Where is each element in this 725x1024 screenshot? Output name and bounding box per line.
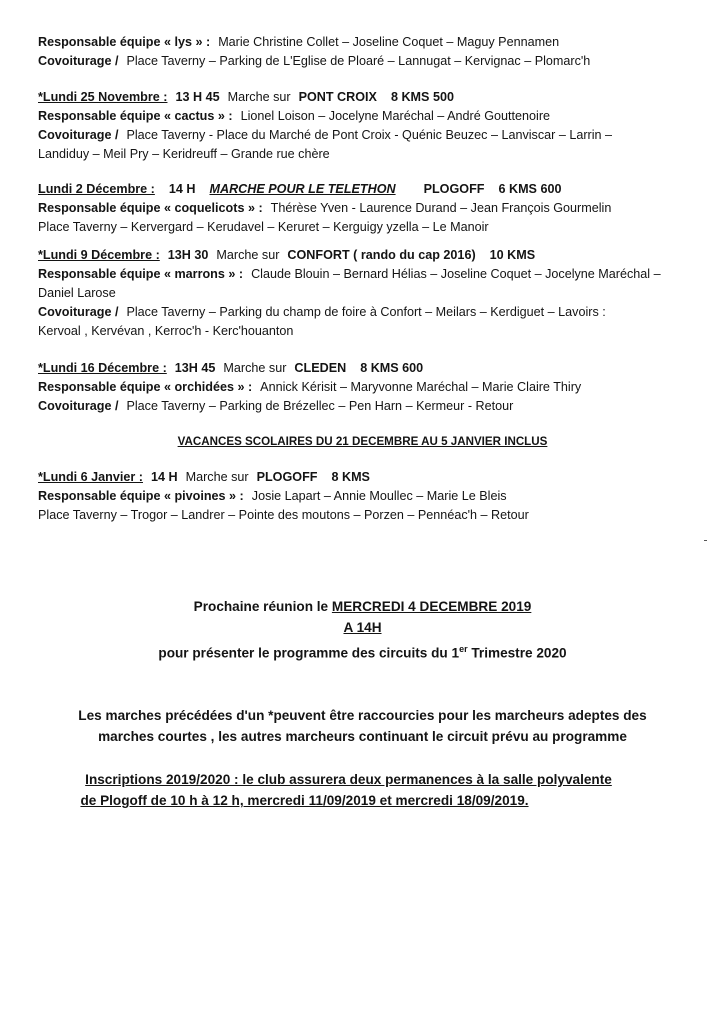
walk-time: 13H 30	[167, 248, 209, 262]
team-names: Daniel Larose	[38, 286, 116, 300]
meeting-date: MERCREDI 4 DECEMBRE 2019	[331, 599, 532, 614]
walk-marche: Marche sur	[185, 470, 249, 484]
team-label: Responsable équipe « orchidées » :	[38, 380, 253, 394]
team-label: Responsable équipe « cactus » :	[38, 109, 233, 123]
walk-date: Lundi 2 Décembre :	[38, 182, 155, 196]
walk-date: *Lundi 16 Décembre :	[38, 361, 167, 375]
covoit-route: Kervoal , Kervévan , Kerroc'h - Kerc'houanton	[38, 324, 294, 338]
scan-mark	[704, 540, 707, 541]
walk-header	[38, 468, 698, 487]
covoit-route: Place Taverny – Parking de Brézellec – Pen Harn – Kermeur - Retour	[126, 399, 514, 413]
walk-team-line	[38, 265, 698, 284]
meeting-purpose-sup: er	[459, 644, 468, 654]
walk-header	[38, 88, 698, 107]
inscriptions-line-1: Inscriptions 2019/2020 : le club assurera deux permanences à la salle polyvalente	[85, 772, 612, 787]
walk-route: Place Taverny – Trogor – Landrer – Pointe des moutons – Porzen – Pennéac'h – Retour	[38, 508, 529, 522]
team-names: Claude Blouin – Bernard Hélias – Joseline Coquet – Jocelyne Maréchal –	[251, 267, 661, 281]
walk-covoit-line	[38, 397, 698, 416]
walk-covoit-line	[38, 126, 698, 145]
team-names: Thérèse Yven - Laurence Durand – Jean François Gourmelin	[270, 201, 612, 215]
walk-distance: 10 KMS	[489, 248, 536, 262]
walk-marche: Marche sur	[223, 361, 287, 375]
walk-dec2	[38, 180, 698, 237]
walk-distance: 8 KMS 500	[390, 90, 454, 104]
walk-event: MARCHE POUR LE TELETHON	[209, 182, 396, 196]
covoit-route: Place Taverny – Parking du champ de foire à Confort – Meilars – Kerdiguet – Lavoirs :	[126, 305, 606, 319]
meeting-purpose-line	[0, 639, 725, 664]
walk-time: 13H 45	[174, 361, 216, 375]
walk-distance: 8 KMS 600	[360, 361, 424, 375]
meeting-line-1	[0, 596, 725, 617]
walk-marche: Marche sur	[227, 90, 291, 104]
covoit-route: Place Taverny – Parking de L'Eglise de Ploaré – Lannugat – Kervignac – Plomarc'h	[126, 54, 591, 68]
lys-team-line	[38, 33, 698, 52]
team-names: Annick Kérisit – Maryvonne Maréchal – Marie Claire Thiry	[260, 380, 582, 394]
walk-nov25	[38, 88, 698, 164]
walk-dec16	[38, 359, 698, 416]
walk-covoit-line-2	[38, 145, 698, 164]
walk-route-line	[38, 218, 698, 237]
covoit-route: Place Taverny - Place du Marché de Pont Croix - Quénic Beuzec – Lanviscar – Larrin –	[126, 128, 613, 142]
lys-covoit-line	[38, 52, 698, 71]
walk-dec9	[38, 246, 698, 341]
walk-time: 13 H 45	[175, 90, 220, 104]
covoit-route: Landiduy – Meil Pry – Keridreuff – Grande rue chère	[38, 147, 330, 161]
walk-distance: 6 KMS 600	[498, 182, 562, 196]
team-names: Josie Lapart – Annie Moullec – Marie Le Bleis	[251, 489, 507, 503]
inscriptions-line-2: de Plogoff de 10 h à 12 h, mercredi 11/09/2019 et mercredi 18/09/2019.	[80, 793, 529, 808]
team-label: Responsable équipe « marrons » :	[38, 267, 244, 281]
walk-team-line	[38, 378, 698, 397]
walk-route-line	[38, 506, 698, 525]
walk-time: 14 H	[150, 470, 178, 484]
meeting-purpose: pour présenter le programme des circuits du 1	[158, 645, 460, 661]
walk-place: CLEDEN	[294, 361, 347, 375]
note-line-2: marches courtes , les autres marcheurs continuant le circuit prévu au programme	[98, 729, 627, 744]
vacances-banner: VACANCES SCOLAIRES DU 21 DECEMBRE AU 5 JANVIER INCLUS	[177, 435, 548, 448]
walk-date: *Lundi 6 Janvier :	[38, 470, 143, 484]
meeting-time: A 14H	[343, 620, 382, 635]
walk-date: *Lundi 9 Décembre :	[38, 248, 160, 262]
walk-covoit-line-2	[38, 322, 698, 341]
walk-place: PONT CROIX	[298, 90, 377, 104]
walk-time: 14 H	[168, 182, 196, 196]
note-line-1: Les marches précédées d'un *peuvent être raccourcies pour les marcheurs adeptes des	[78, 708, 647, 723]
team-label: Responsable équipe « pivoines » :	[38, 489, 244, 503]
walk-distance: 8 KMS	[331, 470, 370, 484]
covoit-label: Covoiturage /	[38, 399, 119, 413]
walk-header	[38, 180, 698, 199]
walk-covoit-line	[38, 303, 698, 322]
team-label: Responsable équipe « lys » :	[38, 35, 211, 49]
team-names: Lionel Loison – Jocelyne Maréchal – André Gouttenoire	[240, 109, 551, 123]
walk-header	[38, 359, 698, 378]
walk-team-line	[38, 107, 698, 126]
team-label: Responsable équipe « coquelicots » :	[38, 201, 263, 215]
walk-team-line	[38, 487, 698, 506]
team-names: Marie Christine Collet – Joseline Coquet – Maguy Pennamen	[218, 35, 560, 49]
walk-header	[38, 246, 698, 265]
covoit-label: Covoiturage /	[38, 305, 119, 319]
walk-place: PLOGOFF	[423, 182, 485, 196]
covoit-label: Covoiturage /	[38, 54, 119, 68]
walk-date: *Lundi 25 Novembre :	[38, 90, 168, 104]
walk-team-line-2	[38, 284, 698, 303]
walk-route: Place Taverny – Kervergard – Kerudavel – Keruret – Kerguigy yzella – Le Manoir	[38, 220, 489, 234]
covoit-label: Covoiturage /	[38, 128, 119, 142]
walk-place: PLOGOFF	[256, 470, 318, 484]
walk-jan6	[38, 468, 698, 525]
meeting-purpose-end: Trimestre 2020	[471, 645, 567, 661]
lys-section	[38, 33, 698, 71]
walk-team-line	[38, 199, 698, 218]
walk-place: CONFORT ( rando du cap 2016)	[287, 248, 476, 262]
meeting-prefix: Prochaine réunion le	[193, 599, 329, 614]
walk-marche: Marche sur	[216, 248, 280, 262]
